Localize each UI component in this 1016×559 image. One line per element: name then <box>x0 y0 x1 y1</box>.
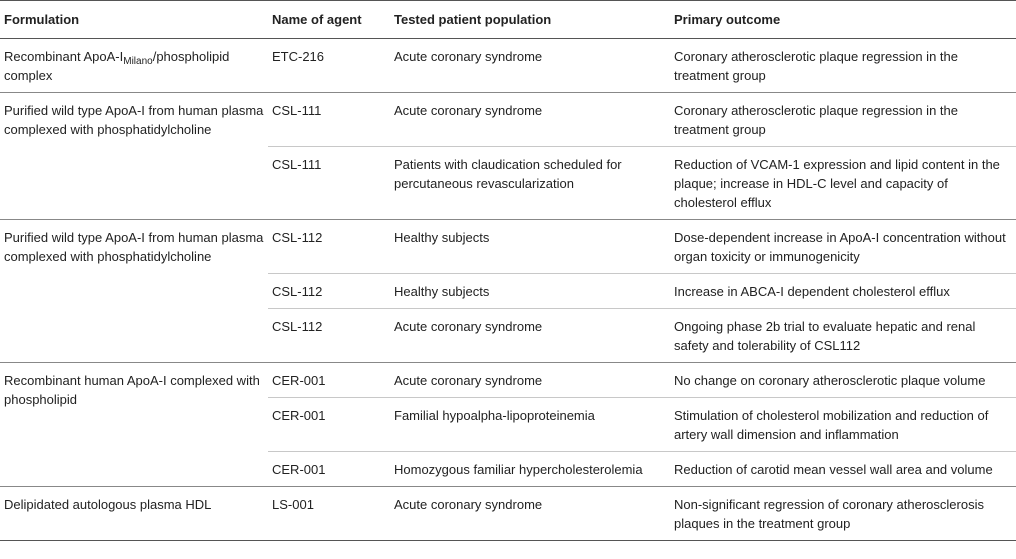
outcome-cell: Coronary atherosclerotic plaque regression in the treatment group <box>670 93 1016 147</box>
outcome-cell: Ongoing phase 2b trial to evaluate hepatic and renal safety and tolerability of CSL112 <box>670 309 1016 363</box>
agent-cell: CER-001 <box>268 363 390 398</box>
outcome-cell: Coronary atherosclerotic plaque regression in the treatment group <box>670 39 1016 93</box>
population-cell: Acute coronary syndrome <box>390 309 670 363</box>
outcome-cell: Reduction of carotid mean vessel wall area and volume <box>670 452 1016 487</box>
header-population: Tested patient population <box>390 1 670 39</box>
population-cell: Acute coronary syndrome <box>390 93 670 147</box>
outcome-cell: Reduction of VCAM-1 expression and lipid content in the plaque; increase in HDL-C level and capacity of cholesterol efflux <box>670 147 1016 220</box>
population-cell: Healthy subjects <box>390 274 670 309</box>
agent-cell: CSL-112 <box>268 220 390 274</box>
formulation-cell: Purified wild type ApoA-I from human plasma complexed with phosphatidylcholine <box>0 93 268 220</box>
population-cell: Patients with claudication scheduled for percutaneous revascularization <box>390 147 670 220</box>
outcome-cell: No change on coronary atherosclerotic plaque volume <box>670 363 1016 398</box>
population-cell: Acute coronary syndrome <box>390 39 670 93</box>
formulation-name: Recombinant ApoA-I <box>4 49 124 64</box>
formulation-cell: Recombinant human ApoA-I complexed with phospholipid <box>0 363 268 487</box>
table-row <box>0 220 1016 274</box>
table-row <box>0 93 1016 147</box>
agent-cell: CSL-112 <box>268 309 390 363</box>
agent-cell: ETC-216 <box>268 39 390 93</box>
agent-cell: CSL-112 <box>268 274 390 309</box>
header-formulation: Formulation <box>0 1 268 39</box>
agent-cell: LS-001 <box>268 487 390 541</box>
table-row <box>0 363 1016 398</box>
formulation-subscript: Milano <box>123 56 153 67</box>
population-cell: Acute coronary syndrome <box>390 487 670 541</box>
formulation-cell: Delipidated autologous plasma HDL <box>0 487 268 541</box>
agent-cell: CSL-111 <box>268 93 390 147</box>
agent-cell: CER-001 <box>268 452 390 487</box>
agent-cell: CSL-111 <box>268 147 390 220</box>
outcome-cell: Non-significant regression of coronary atherosclerosis plaques in the treatment group <box>670 487 1016 541</box>
header-agent: Name of agent <box>268 1 390 39</box>
agent-cell: CER-001 <box>268 398 390 452</box>
population-cell: Familial hypoalpha-lipoproteinemia <box>390 398 670 452</box>
population-cell: Healthy subjects <box>390 220 670 274</box>
table-row <box>0 39 1016 93</box>
outcome-cell: Increase in ABCA-I dependent cholesterol efflux <box>670 274 1016 309</box>
outcome-cell: Dose-dependent increase in ApoA-I concentration without organ toxicity or immunogenicity <box>670 220 1016 274</box>
outcome-cell: Stimulation of cholesterol mobilization and reduction of artery wall dimension and inflammation <box>670 398 1016 452</box>
formulation-cell <box>0 39 268 93</box>
formulation-suffix: /phospholipid complex <box>4 49 230 83</box>
population-cell: Acute coronary syndrome <box>390 363 670 398</box>
table-row <box>0 487 1016 541</box>
formulation-cell: Purified wild type ApoA-I from human plasma complexed with phosphatidylcholine <box>0 220 268 363</box>
header-outcome: Primary outcome <box>670 1 1016 39</box>
population-cell: Homozygous familiar hypercholesterolemia <box>390 452 670 487</box>
header-row <box>0 1 1016 39</box>
